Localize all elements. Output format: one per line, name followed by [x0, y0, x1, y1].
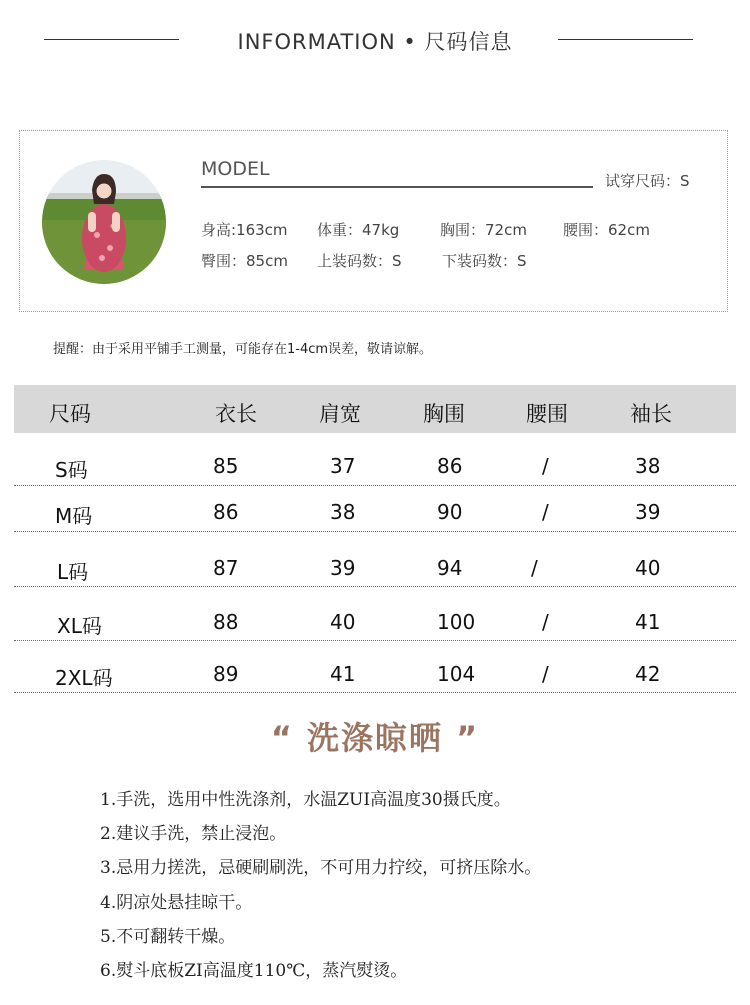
- table-cell-size: S码: [55, 458, 88, 482]
- header-line-right: [558, 39, 693, 40]
- table-cell-bust: 86: [437, 454, 463, 478]
- model-photo: [42, 160, 166, 284]
- model-bottom-size: 下装码数：S: [442, 252, 527, 270]
- table-cell-waist: /: [542, 610, 549, 634]
- table-cell-length: 88: [213, 610, 239, 634]
- table-cell-shoulder: 40: [330, 610, 356, 634]
- washing-item: 5.不可翻转干燥。: [100, 927, 236, 947]
- table-cell-size: M码: [55, 504, 93, 528]
- model-underline: [201, 186, 593, 188]
- table-cell-sleeve: 39: [635, 500, 661, 524]
- col-header-size: 尺码: [49, 402, 91, 426]
- col-header-shoulder: 肩宽: [319, 402, 361, 426]
- model-photo-image: [42, 160, 166, 284]
- col-header-bust: 胸围: [423, 402, 465, 426]
- table-cell-sleeve: 42: [635, 662, 661, 686]
- table-cell-shoulder: 37: [330, 454, 356, 478]
- table-cell-sleeve: 41: [635, 610, 661, 634]
- measurement-notice: 提醒：由于采用平铺手工测量，可能存在1-4cm误差，敬请谅解。: [53, 342, 433, 357]
- row-divider: [14, 640, 736, 641]
- size-table-header: [14, 385, 736, 433]
- table-cell-shoulder: 38: [330, 500, 356, 524]
- row-divider: [14, 485, 736, 486]
- washing-item: 3.忌用力搓洗，忌硬刷刷洗，不可用力拧绞，可挤压除水。: [100, 858, 542, 878]
- model-waist: 腰围：62cm: [563, 221, 650, 239]
- model-height: 身高:163cm: [201, 221, 288, 239]
- table-cell-bust: 100: [437, 610, 476, 634]
- table-cell-sleeve: 40: [635, 556, 661, 580]
- washing-item: 1.手洗，选用中性洗涤剂，水温ZUI高温度30摄氏度。: [100, 790, 511, 810]
- washing-item: 4.阴凉处悬挂晾干。: [100, 893, 253, 913]
- col-header-waist: 腰围: [526, 402, 568, 426]
- table-cell-waist: /: [531, 556, 538, 580]
- table-cell-length: 89: [213, 662, 239, 686]
- washing-item: 2.建议手洗，禁止浸泡。: [100, 824, 287, 844]
- table-cell-bust: 94: [437, 556, 463, 580]
- table-cell-size: L码: [57, 560, 89, 584]
- col-header-length: 衣长: [215, 402, 257, 426]
- row-divider: [14, 531, 736, 532]
- row-divider: [14, 586, 736, 587]
- table-cell-length: 85: [213, 454, 239, 478]
- table-cell-waist: /: [542, 454, 549, 478]
- model-weight: 体重：47kg: [317, 221, 400, 239]
- table-cell-size: 2XL码: [55, 666, 113, 690]
- table-cell-shoulder: 39: [330, 556, 356, 580]
- washing-title: “ 洗涤晾晒 ”: [270, 719, 480, 757]
- model-hip: 臀围：85cm: [201, 252, 288, 270]
- page-title: INFORMATION • 尺码信息: [237, 30, 513, 54]
- table-cell-bust: 90: [437, 500, 463, 524]
- model-info-box: [19, 130, 728, 312]
- model-top-size: 上装码数：S: [317, 252, 402, 270]
- table-cell-waist: /: [542, 500, 549, 524]
- washing-item: 6.熨斗底板ZI高温度110℃，蒸汽熨烫。: [100, 961, 408, 981]
- table-cell-waist: /: [542, 662, 549, 686]
- table-cell-shoulder: 41: [330, 662, 356, 686]
- tryon-size: 试穿尺码：S: [605, 172, 690, 190]
- col-header-sleeve: 袖长: [630, 402, 672, 426]
- table-cell-size: XL码: [57, 614, 102, 638]
- table-cell-length: 86: [213, 500, 239, 524]
- table-cell-length: 87: [213, 556, 239, 580]
- model-bust: 胸围：72cm: [440, 221, 527, 239]
- table-cell-bust: 104: [437, 662, 476, 686]
- row-divider: [14, 692, 736, 693]
- model-label: MODEL: [201, 158, 270, 180]
- table-cell-sleeve: 38: [635, 454, 661, 478]
